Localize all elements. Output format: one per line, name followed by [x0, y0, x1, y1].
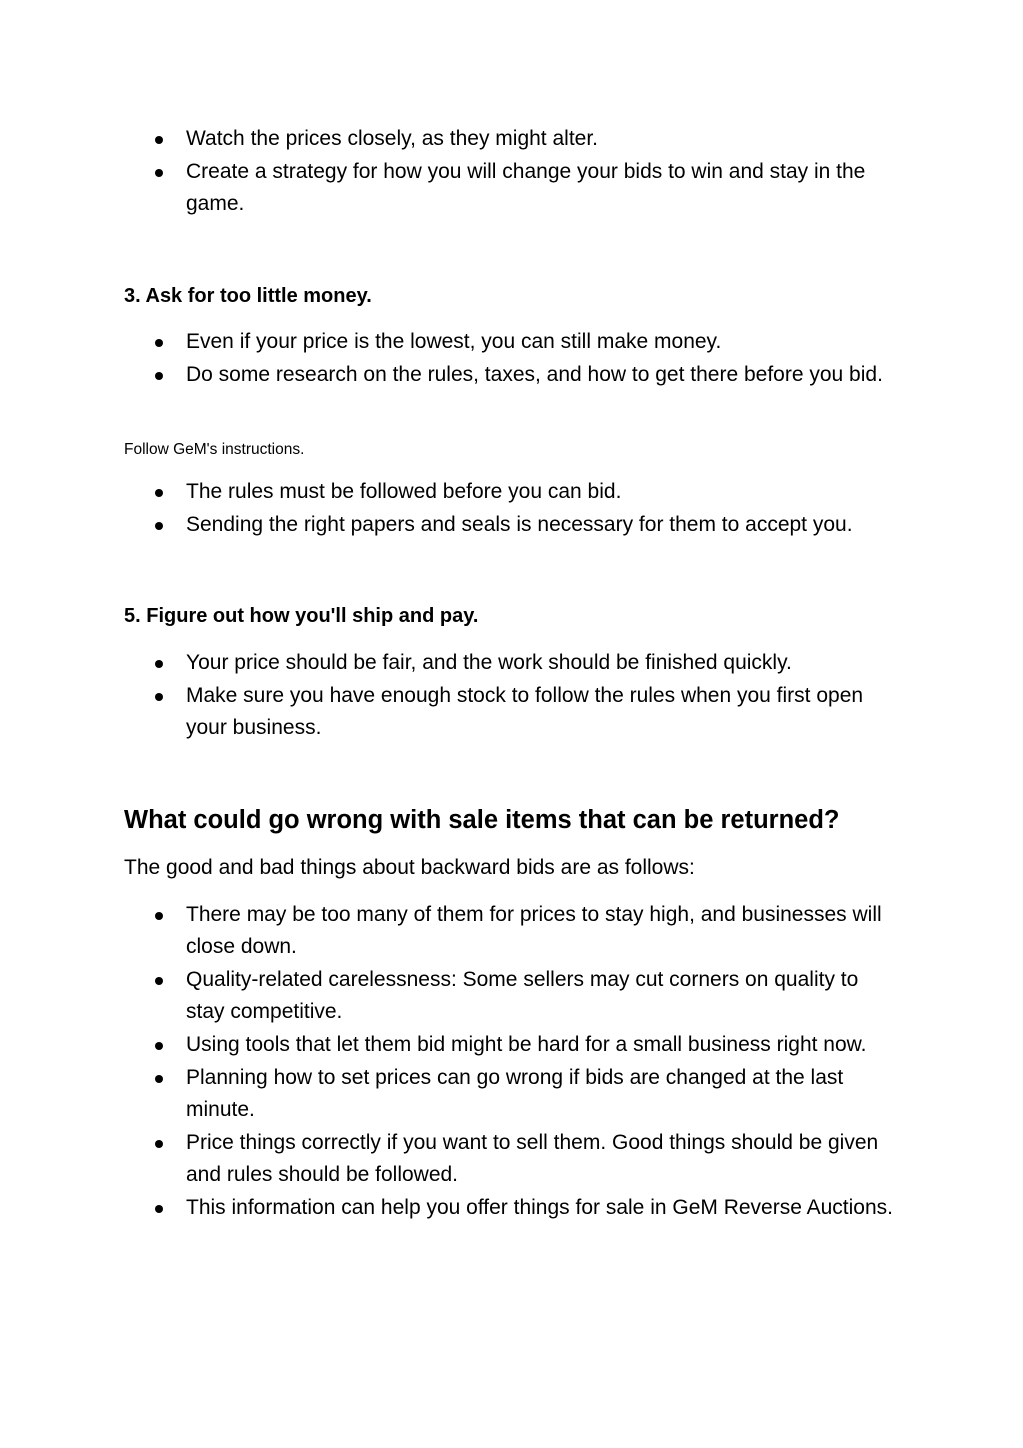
bullet-icon — [155, 977, 163, 985]
list-item: There may be too many of them for prices to stay high, and businesses will close down. — [124, 899, 894, 963]
list-item: Sending the right papers and seals is necessary for them to accept you. — [124, 509, 894, 541]
bullet-icon — [155, 489, 163, 497]
bullet-icon — [155, 1205, 163, 1213]
bullet-list-instructions — [124, 476, 894, 542]
list-item: Even if your price is the lowest, you can still make money. — [124, 326, 894, 358]
risks-heading: What could go wrong with sale items that can be returned? — [124, 806, 840, 834]
bullet-icon — [155, 1140, 163, 1148]
list-item: Create a strategy for how you will change your bids to win and stay in the game. — [124, 156, 894, 220]
bullet-icon — [155, 1042, 163, 1050]
list-item: Quality-related carelessness: Some sellers may cut corners on quality to stay competitive. — [124, 964, 894, 1028]
bullet-icon — [155, 693, 163, 701]
bullet-icon — [155, 372, 163, 380]
bullet-icon — [155, 1075, 163, 1083]
list-item: This information can help you offer things for sale in GeM Reverse Auctions. — [124, 1192, 894, 1224]
bullet-list-shipping — [124, 647, 894, 745]
bullet-icon — [155, 522, 163, 530]
list-item: The rules must be followed before you can bid. — [124, 476, 894, 508]
list-item: Do some research on the rules, taxes, and how to get there before you bid. — [124, 359, 894, 391]
bullet-icon — [155, 136, 163, 144]
bullet-icon — [155, 339, 163, 347]
bullet-list-pricing — [124, 326, 894, 392]
list-item: Price things correctly if you want to sell them. Good things should be given and rules should be followed. — [124, 1127, 894, 1191]
risks-intro: The good and bad things about backward bids are as follows: — [124, 856, 695, 879]
list-item: Planning how to set prices can go wrong if bids are changed at the last minute. — [124, 1062, 894, 1126]
list-item: Make sure you have enough stock to follow the rules when you first open your business. — [124, 680, 894, 744]
section-heading-5: 5. Figure out how you'll ship and pay. — [124, 605, 479, 627]
section-heading-3: 3. Ask for too little money. — [124, 285, 372, 307]
bullet-icon — [155, 660, 163, 668]
bullet-icon — [155, 169, 163, 177]
bullet-icon — [155, 912, 163, 920]
list-item: Watch the prices closely, as they might alter. — [124, 123, 894, 155]
section-heading-4: Follow GeM's instructions. — [124, 441, 305, 458]
list-item: Using tools that let them bid might be hard for a small business right now. — [124, 1029, 894, 1061]
list-item: Your price should be fair, and the work should be finished quickly. — [124, 647, 894, 679]
bullet-list-strategy — [124, 123, 894, 221]
bullet-list-risks — [124, 899, 894, 1225]
